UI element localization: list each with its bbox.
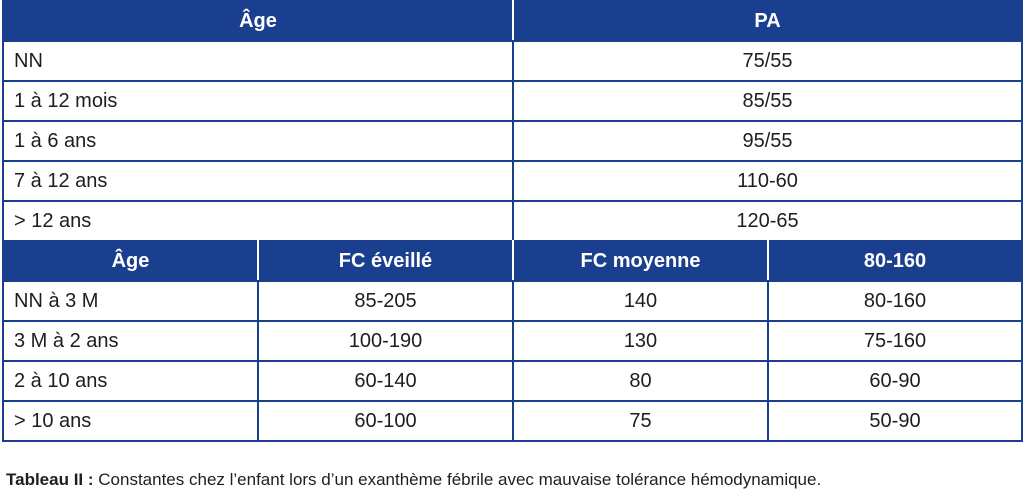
fc-moyenne-cell: 140 <box>513 281 768 321</box>
header-range: 80-160 <box>768 241 1022 281</box>
fc-eveille-cell: 60-140 <box>258 361 513 401</box>
age-cell: 7 à 12 ans <box>3 161 513 201</box>
pa-cell: 75/55 <box>513 41 1022 81</box>
age-cell: 1 à 6 ans <box>3 121 513 161</box>
table-caption <box>6 470 821 490</box>
age-cell: NN à 3 M <box>3 281 258 321</box>
age-cell: 2 à 10 ans <box>3 361 258 401</box>
pa-cell: 120-65 <box>513 201 1022 241</box>
table-row <box>3 201 1022 241</box>
heart-rate-table <box>2 240 1023 442</box>
age-cell: > 10 ans <box>3 401 258 441</box>
fc-moyenne-cell: 80 <box>513 361 768 401</box>
table-row <box>3 361 1022 401</box>
header-age: Âge <box>3 1 513 41</box>
fc-moyenne-cell: 130 <box>513 321 768 361</box>
blood-pressure-table <box>2 0 1023 242</box>
pa-cell: 95/55 <box>513 121 1022 161</box>
fc-eveille-cell: 85-205 <box>258 281 513 321</box>
table-row <box>3 281 1022 321</box>
header-pa: PA <box>513 1 1022 41</box>
table-header-row <box>3 1 1022 41</box>
age-cell: 1 à 12 mois <box>3 81 513 121</box>
range-cell: 60-90 <box>768 361 1022 401</box>
fc-moyenne-cell: 75 <box>513 401 768 441</box>
pa-cell: 110-60 <box>513 161 1022 201</box>
age-cell: > 12 ans <box>3 201 513 241</box>
caption-text: Constantes chez l’enfant lors d’un exanthème fébrile avec mauvaise tolérance hémodynamique. <box>93 470 822 489</box>
table-row <box>3 401 1022 441</box>
age-cell: 3 M à 2 ans <box>3 321 258 361</box>
range-cell: 75-160 <box>768 321 1022 361</box>
range-cell: 80-160 <box>768 281 1022 321</box>
table-row <box>3 41 1022 81</box>
fc-eveille-cell: 60-100 <box>258 401 513 441</box>
fc-eveille-cell: 100-190 <box>258 321 513 361</box>
age-cell: NN <box>3 41 513 81</box>
header-fc-eveille: FC éveillé <box>258 241 513 281</box>
table-row <box>3 161 1022 201</box>
table-row <box>3 321 1022 361</box>
table-row <box>3 121 1022 161</box>
table-row <box>3 81 1022 121</box>
range-cell: 50-90 <box>768 401 1022 441</box>
header-age: Âge <box>3 241 258 281</box>
table-header-row <box>3 241 1022 281</box>
header-fc-moyenne: FC moyenne <box>513 241 768 281</box>
caption-label: Tableau II : <box>6 470 94 489</box>
pa-cell: 85/55 <box>513 81 1022 121</box>
